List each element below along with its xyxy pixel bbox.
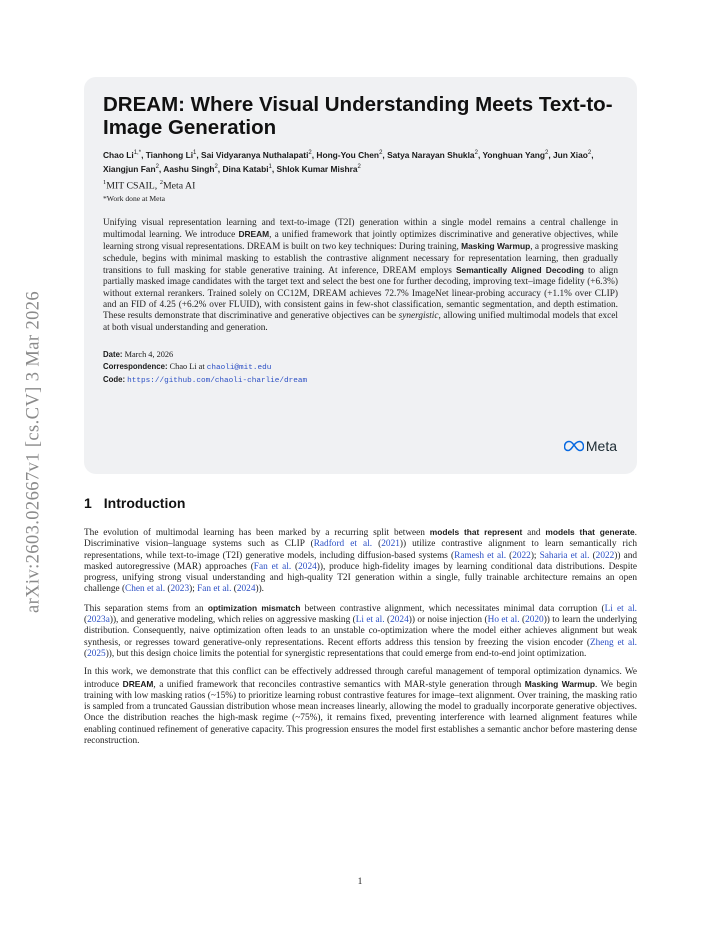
correspondence-label: Correspondence: (103, 361, 168, 371)
author-name: Chao Li (103, 149, 134, 160)
citation-link[interactable]: 2024 (298, 561, 317, 572)
author-name: Shlok Kumar Mishra (276, 163, 358, 174)
citation-link[interactable]: Li et al. (604, 603, 637, 614)
citation-link[interactable]: 2023a (87, 615, 110, 626)
text-run: . Discriminative vision–language systems such as CLIP ( (84, 528, 637, 550)
text-run: In this work, we demonstrate that this conflict can be effectively addressed through careful management of temporal optimization dynamics. We introduce (84, 667, 637, 690)
citation-link[interactable]: Fan et al. (197, 584, 232, 595)
text-run: ( (384, 615, 391, 626)
affiliations: $^1$MIT CSAIL, $^2$Meta AI (103, 178, 196, 191)
affiliation-name: Meta AI (162, 179, 196, 191)
text-run: )), but this design choice limits the potential for synergistic representations that could emerge from end-to-end joint optimization. (105, 648, 587, 659)
emphasis-term: Masking Warmup (524, 678, 595, 689)
author-affiliation-mark: 2 (587, 150, 592, 156)
text-run: , a unified framework that reconciles contrastive semantics with MAR-style generation through (153, 679, 525, 690)
citation-link[interactable]: Ramesh et al. (454, 550, 507, 561)
text-run: This separation stems from an (84, 603, 208, 614)
author-affiliation-mark: 1 (193, 150, 197, 156)
affiliation-mark: 2 (159, 178, 163, 186)
citation-link[interactable]: Fan et al. (253, 561, 292, 572)
emphasis-term: models that generate (545, 527, 635, 537)
citation-link[interactable]: Zheng et al. (589, 637, 637, 648)
author-affiliation-mark: 2 (474, 150, 478, 156)
author-affiliation-mark: 2 (308, 150, 312, 156)
citation-link[interactable]: 2024 (390, 615, 409, 626)
page-number: 1 (357, 877, 363, 887)
emphasis-term: models that represent (429, 527, 523, 537)
text-run: ( (519, 615, 526, 626)
correspondence-line (103, 361, 618, 374)
emphasis-term: optimization mismatch (207, 602, 301, 613)
arxiv-identifier: arXiv:2603.02667v1 [cs.CV] 3 Mar 2026 (23, 290, 44, 614)
paragraph (84, 667, 637, 747)
citation-link[interactable]: Saharia et al. (539, 550, 590, 561)
text-run: ( (84, 615, 88, 626)
author-name: Tianhong Li (145, 149, 194, 160)
author-name: Xiangjun Fan (103, 163, 156, 174)
section-title: Introduction (103, 495, 186, 511)
author-name: Aashu Singh (163, 163, 215, 174)
author-affiliation-mark: 1 (268, 163, 272, 170)
author-name: Yonghuan Yang (482, 149, 545, 160)
title-card (84, 77, 637, 474)
citation-link[interactable]: 2022 (512, 550, 531, 561)
paper-metadata (103, 349, 618, 387)
citation-link[interactable]: 2025 (87, 648, 106, 659)
text-run: )). (255, 584, 264, 595)
introduction-body (84, 527, 637, 754)
section-heading (84, 495, 185, 511)
author-name: Dina Katabi (222, 163, 269, 174)
author-affiliation-mark: 2 (544, 150, 549, 156)
text-run: and (522, 528, 546, 538)
text-run: )) and masked autoregressive (MAR) approaches ( (84, 550, 637, 572)
meta-logo (564, 438, 617, 454)
italic-term: synergistic (398, 311, 439, 322)
text-run: )) utilize contrastive alignment to learn semantically rich representations, while text-to-image (T2I) generative models, including diffusion-based systems ( (84, 539, 637, 561)
meta-infinity-icon (564, 440, 584, 452)
code-url-link[interactable]: https://github.com/chaoli-charlie/dream (127, 376, 308, 385)
text-run: )), and generative modeling, which relies on aggressive masking ( (109, 615, 356, 626)
paper-title: DREAM: Where Visual Understanding Meets Text-to-Image Generation (103, 93, 613, 139)
text-run: between contrastive alignment, which necessitates minimal data corruption ( (300, 603, 605, 614)
author-affiliation-mark: 2 (214, 163, 218, 170)
citation-link[interactable]: 2022 (595, 550, 615, 561)
citation-link[interactable]: 2021 (381, 539, 400, 550)
text-run: , allowing unified multimodal models that excel at both visual understanding and generation. (103, 311, 618, 333)
abstract (103, 218, 618, 334)
author-affiliation-mark: 2 (379, 150, 383, 156)
citation-link[interactable]: 2020 (525, 615, 544, 626)
text-run: ( (506, 550, 513, 561)
paragraph (84, 603, 637, 660)
text-run: )) or noise injection ( (408, 615, 488, 626)
citation-link[interactable]: Ho et al. (487, 615, 520, 626)
text-run: )) to learn the underlying distribution. Consequently, naive optimization often leads to an unstable co-optimization where the model either achieves alignment but weak synthesis, or regresses toward generative-only representations. Recent efforts address this tension by freezing the vision encoder ( (84, 615, 638, 648)
text-run: )), produce high-fidelity images by learning conditional data distributions. Despite progress, unifying strong visual understanding and high-quality T2I generation within a single, fully trainable architecture remains an open challenge ( (84, 561, 637, 595)
text-run: ); (189, 584, 198, 595)
text-run: to align partially masked image candidates with the target text and select the best one for further decoding, improving text–image fidelity (+6.3%) without external rerankers. Trained solely on CC12M, DREAM achieves 72.7% ImageNet linear-probing accuracy (+1.1% over CLIP) and an FID of 4.25 (+6.2% over FLUID), with consistent gains in few-shot classification, semantic segmentation, and depth estimation. These results demonstrate that discriminative and generative objectives can be (103, 266, 618, 322)
code-line (103, 374, 618, 387)
text-run: , a unified framework that jointly optimizes discriminative and generative objectives, while learning strong visual representations. DREAM is built on two key techniques: During training, (103, 230, 619, 253)
text-run: The evolution of multimodal learning has been marked by a recurring split between (84, 528, 430, 538)
date-line (103, 349, 618, 361)
citation-link[interactable]: Chen et al. (125, 584, 166, 595)
text-run: ( (589, 550, 596, 561)
text-run: ( (372, 539, 382, 550)
author-name: Satya Narayan Shukla (387, 149, 475, 160)
citation-link[interactable]: Radford et al. (313, 539, 373, 550)
affiliation-name: MIT CSAIL (106, 179, 155, 191)
author-name: Jun Xiao (552, 149, 588, 160)
citation-link[interactable]: 2024 (236, 584, 256, 595)
code-label: Code: (103, 374, 126, 384)
correspondence-email-link[interactable]: chaoli@mit.edu (206, 363, 272, 372)
emphasis-term: DREAM (238, 229, 270, 240)
author-name: Hong-You Chen (316, 149, 380, 160)
author-note: *Work done at Meta (103, 193, 166, 203)
text-run: , a progressive masking schedule, begins with minimal masking to establish the contrastive alignment necessary for representation learning, then gradually transitions to full masking for stable generative training. At inference, DREAM employs (103, 242, 618, 277)
author-affiliation-mark: 1,* (133, 150, 142, 156)
text-run: ( (231, 584, 237, 595)
text-run: ( (291, 561, 299, 572)
date-value: March 4, 2026 (124, 349, 174, 359)
emphasis-term: Masking Warmup (461, 241, 531, 252)
text-run: ); (530, 550, 540, 561)
author-affiliation-mark: 2 (357, 163, 361, 170)
author-list: Chao $Li^{1,*}$, Tianhong Li$^1$, Sai Vidyaranya Nuthalapati$^2$, Hong-You Chen$^2$, Satya Narayan Shukla$^2$, Yonghuan Yang$^2$, Jun Xiao$^2$, Xiangjun Fan$^2$, Aashu Singh$^2$, Dina Katabi$^1$, Shlok Kumar Mishra$^2$ (103, 149, 594, 174)
text-run: Unifying visual representation learning and text-to-image (T2I) generation within a single model remains a central challenge in multimodal learning. We introduce (103, 217, 618, 241)
paragraph (84, 527, 637, 596)
affiliation-mark: 1 (103, 178, 107, 186)
author-affiliation-mark: 2 (155, 163, 159, 170)
citation-link[interactable]: Li et al. (355, 615, 385, 626)
text-run: ( (84, 648, 88, 659)
correspondence-text: Chao Li at (169, 361, 205, 371)
emphasis-term: DREAM (122, 678, 154, 689)
meta-logo-text: Meta (585, 438, 617, 454)
emphasis-term: Semantically Aligned Decoding (455, 265, 584, 276)
date-label: Date: (103, 349, 123, 359)
text-run: . We begin training with low masking ratios (~15%) to prioritize learning robust contrastive features for image–text alignment. Over training, the masking ratio is sampled from a truncated Gaussian distribution whose mean increases linearly, allowing the model to gradually incorporate generative objectives. Once the distribution reaches the high-mask regime (~75%), it remains fixed, preventing interference with learned alignment features while enabling continued refinement of generative capacity. This progression ensures the model first establishes a semantic anchor before mastering dense reconstruction. (84, 679, 638, 747)
text-run: ( (165, 584, 171, 595)
citation-link[interactable]: 2023 (170, 584, 190, 595)
section-number: 1 (84, 495, 92, 511)
author-name: Sai Vidyaranya Nuthalapati (201, 149, 309, 160)
